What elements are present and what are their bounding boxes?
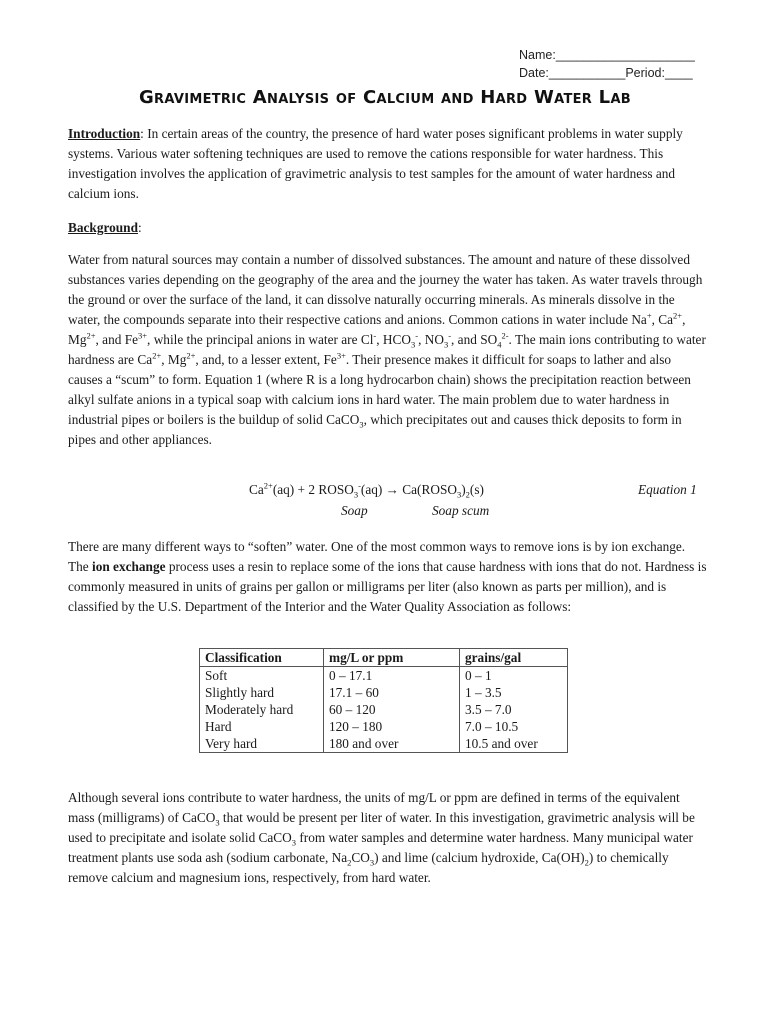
table-cell: 180 and over [324,735,460,753]
table-cell: Moderately hard [200,701,324,718]
bg-text: , Mg [161,352,187,367]
subscript: 2 [584,857,589,868]
charge: 2+ [152,350,162,361]
subscript: 2 [465,489,470,500]
introduction-label: Introduction [68,126,141,141]
table-cell: 7.0 – 10.5 [460,718,568,735]
close-text: CO [351,850,370,865]
table-cell: Very hard [200,735,324,753]
close-text: that would be present per liter of water. In this investigation, gravimetric analysis will be used to precipitate and isolate solid CaCO [68,810,695,845]
table-cell: 1 – 3.5 [460,684,568,701]
eq-text: ) [461,482,466,497]
soap-scum-label: Soap scum [432,503,490,518]
equation-expression [249,482,484,498]
table-cell: 0 – 1 [460,667,568,685]
subscript: 3 [353,489,359,500]
table-header: grains/gal [460,649,568,667]
charge: 2+ [186,350,196,361]
bg-text: , NO [418,332,444,347]
name-line: Name:____________________ [519,48,695,62]
soft-text: process uses a resin to replace some of the ions that cause hardness with ions that do not. Hardness is commonly measured in units of grains per gallon or milligrams per liter (also known as parts per million), and is classified by the U.S. Department of the Interior and the Water Quality Association as follows: [68,559,707,614]
bg-text: . The main ions contributing to water hardness are Ca [68,332,706,367]
ion-exchange-term: ion exchange [92,559,166,574]
table-row [200,684,568,701]
bg-text: , Mg [68,312,686,347]
background-colon: : [137,220,142,235]
background-label: Background [68,220,138,235]
subscript: 3 [369,857,375,868]
background-heading [68,218,708,238]
table-cell: 17.1 – 60 [324,684,460,701]
eq-text: (aq) + 2 ROSO [272,482,354,497]
table-cell: Slightly hard [200,684,324,701]
bg-text: Water from natural sources may contain a number of dissolved substances. The amount and nature of these dissolved substances varies depending on the geography of the area and the journey the water has taken. As water travels through the ground or over the surface of the land, it can dissolve naturally occurring minerals. As minerals dissolve in the water, the compounds separate into their respective cations and anions. Common cations in water include Na [68,252,703,327]
bg-text: , Ca [651,312,674,327]
charge: - [415,330,419,341]
charge: 2- [501,330,509,341]
introduction-colon: : [140,126,144,141]
charge: - [373,330,377,341]
charge: 2+ [263,480,273,491]
bg-text: . Their presence makes it difficult for soaps to lather and also causes a “scum” to form. Equation 1 (where R is a long hydrocarbon chain) shows the precipitation reaction between alkyl sulfate anions in a typical soap with calcium ions in hard water. The main problem due to water hardness in industrial pipes or boilers is the buildup of solid CaCO [68,352,691,427]
equation-label: Equation 1 [638,482,697,497]
table-header: Classification [200,649,324,667]
softening-paragraph [68,537,708,617]
table-cell: 3.5 – 7.0 [460,701,568,718]
close-text: Although several ions contribute to water hardness, the units of mg/L or ppm are defined in terms of the equivalent mass (milligrams) of CaCO [68,790,680,825]
close-text: ) and lime (calcium hydroxide, Ca(OH) [374,850,585,865]
subscript: 2 [347,857,352,868]
table-cell: Soft [200,667,324,685]
subscript: 3 [291,837,297,848]
charge: 3+ [336,350,346,361]
subscript: 3 [359,419,364,430]
table-cell: 10.5 and over [460,735,568,753]
bg-text: , and, to a lesser extent, Fe [195,352,337,367]
eq-text: Ca [249,482,264,497]
table-row [200,718,568,735]
charge: 2+ [673,310,683,321]
date-period-line: Date:___________Period:____ [519,66,693,80]
subscript: 4 [497,339,502,350]
close-text: from water samples and determine water hardness. Many municipal water treatment plants use soda ash (sodium carbonate, Na [68,830,693,865]
charge: 2+ [86,330,96,341]
bg-text: , which precipitates out and causes thick deposits to form in pipes and other appliances. [68,412,682,447]
bg-text: , HCO [376,332,411,347]
table-row [200,701,568,718]
soft-text: There are many different ways to “soften” water. One of the most common ways to remove ions is by ion exchange. The [68,539,686,574]
page-title: Gravimetric Analysis of Calcium and Hard Water Lab [138,87,632,108]
soap-label: Soap [341,503,368,518]
bg-text: , while the principal anions in water are Cl [147,332,374,347]
table-cell: 0 – 17.1 [324,667,460,685]
charge: - [448,330,452,341]
subscript: 3 [410,339,416,350]
bg-text: , and Fe [95,332,138,347]
charge: + [646,310,652,321]
bg-text: , and SO [451,332,498,347]
hardness-table [199,648,568,753]
table-row [200,667,568,685]
subscript: 3 [443,339,449,350]
subscript: 3 [456,489,462,500]
close-text: ) to chemically remove calcium and magnesium ions, respectively, from hard water. [68,850,669,885]
subscript: 3 [215,817,220,828]
table-cell: 60 – 120 [324,701,460,718]
introduction-text: In certain areas of the country, the presence of hard water poses significant problems in water supply systems. Various water softening techniques are used to remove the cations responsible for water hardness. This investigation involves the application of gravimetric analysis to test samples for the amount of water hardness and calcium ions. [68,126,683,201]
charge: - [358,480,361,491]
table-header-row [200,649,568,667]
table-header: mg/L or ppm [324,649,460,667]
eq-text: (s) [469,482,484,497]
charge: 3+ [138,330,148,341]
name-date-block [519,46,695,82]
introduction-paragraph [68,124,708,204]
table-cell: 120 – 180 [324,718,460,735]
table-row [200,735,568,753]
background-paragraph [68,250,708,450]
closing-paragraph [68,788,708,888]
eq-text: (aq) → Ca(ROSO [360,482,457,497]
table-cell: Hard [200,718,324,735]
